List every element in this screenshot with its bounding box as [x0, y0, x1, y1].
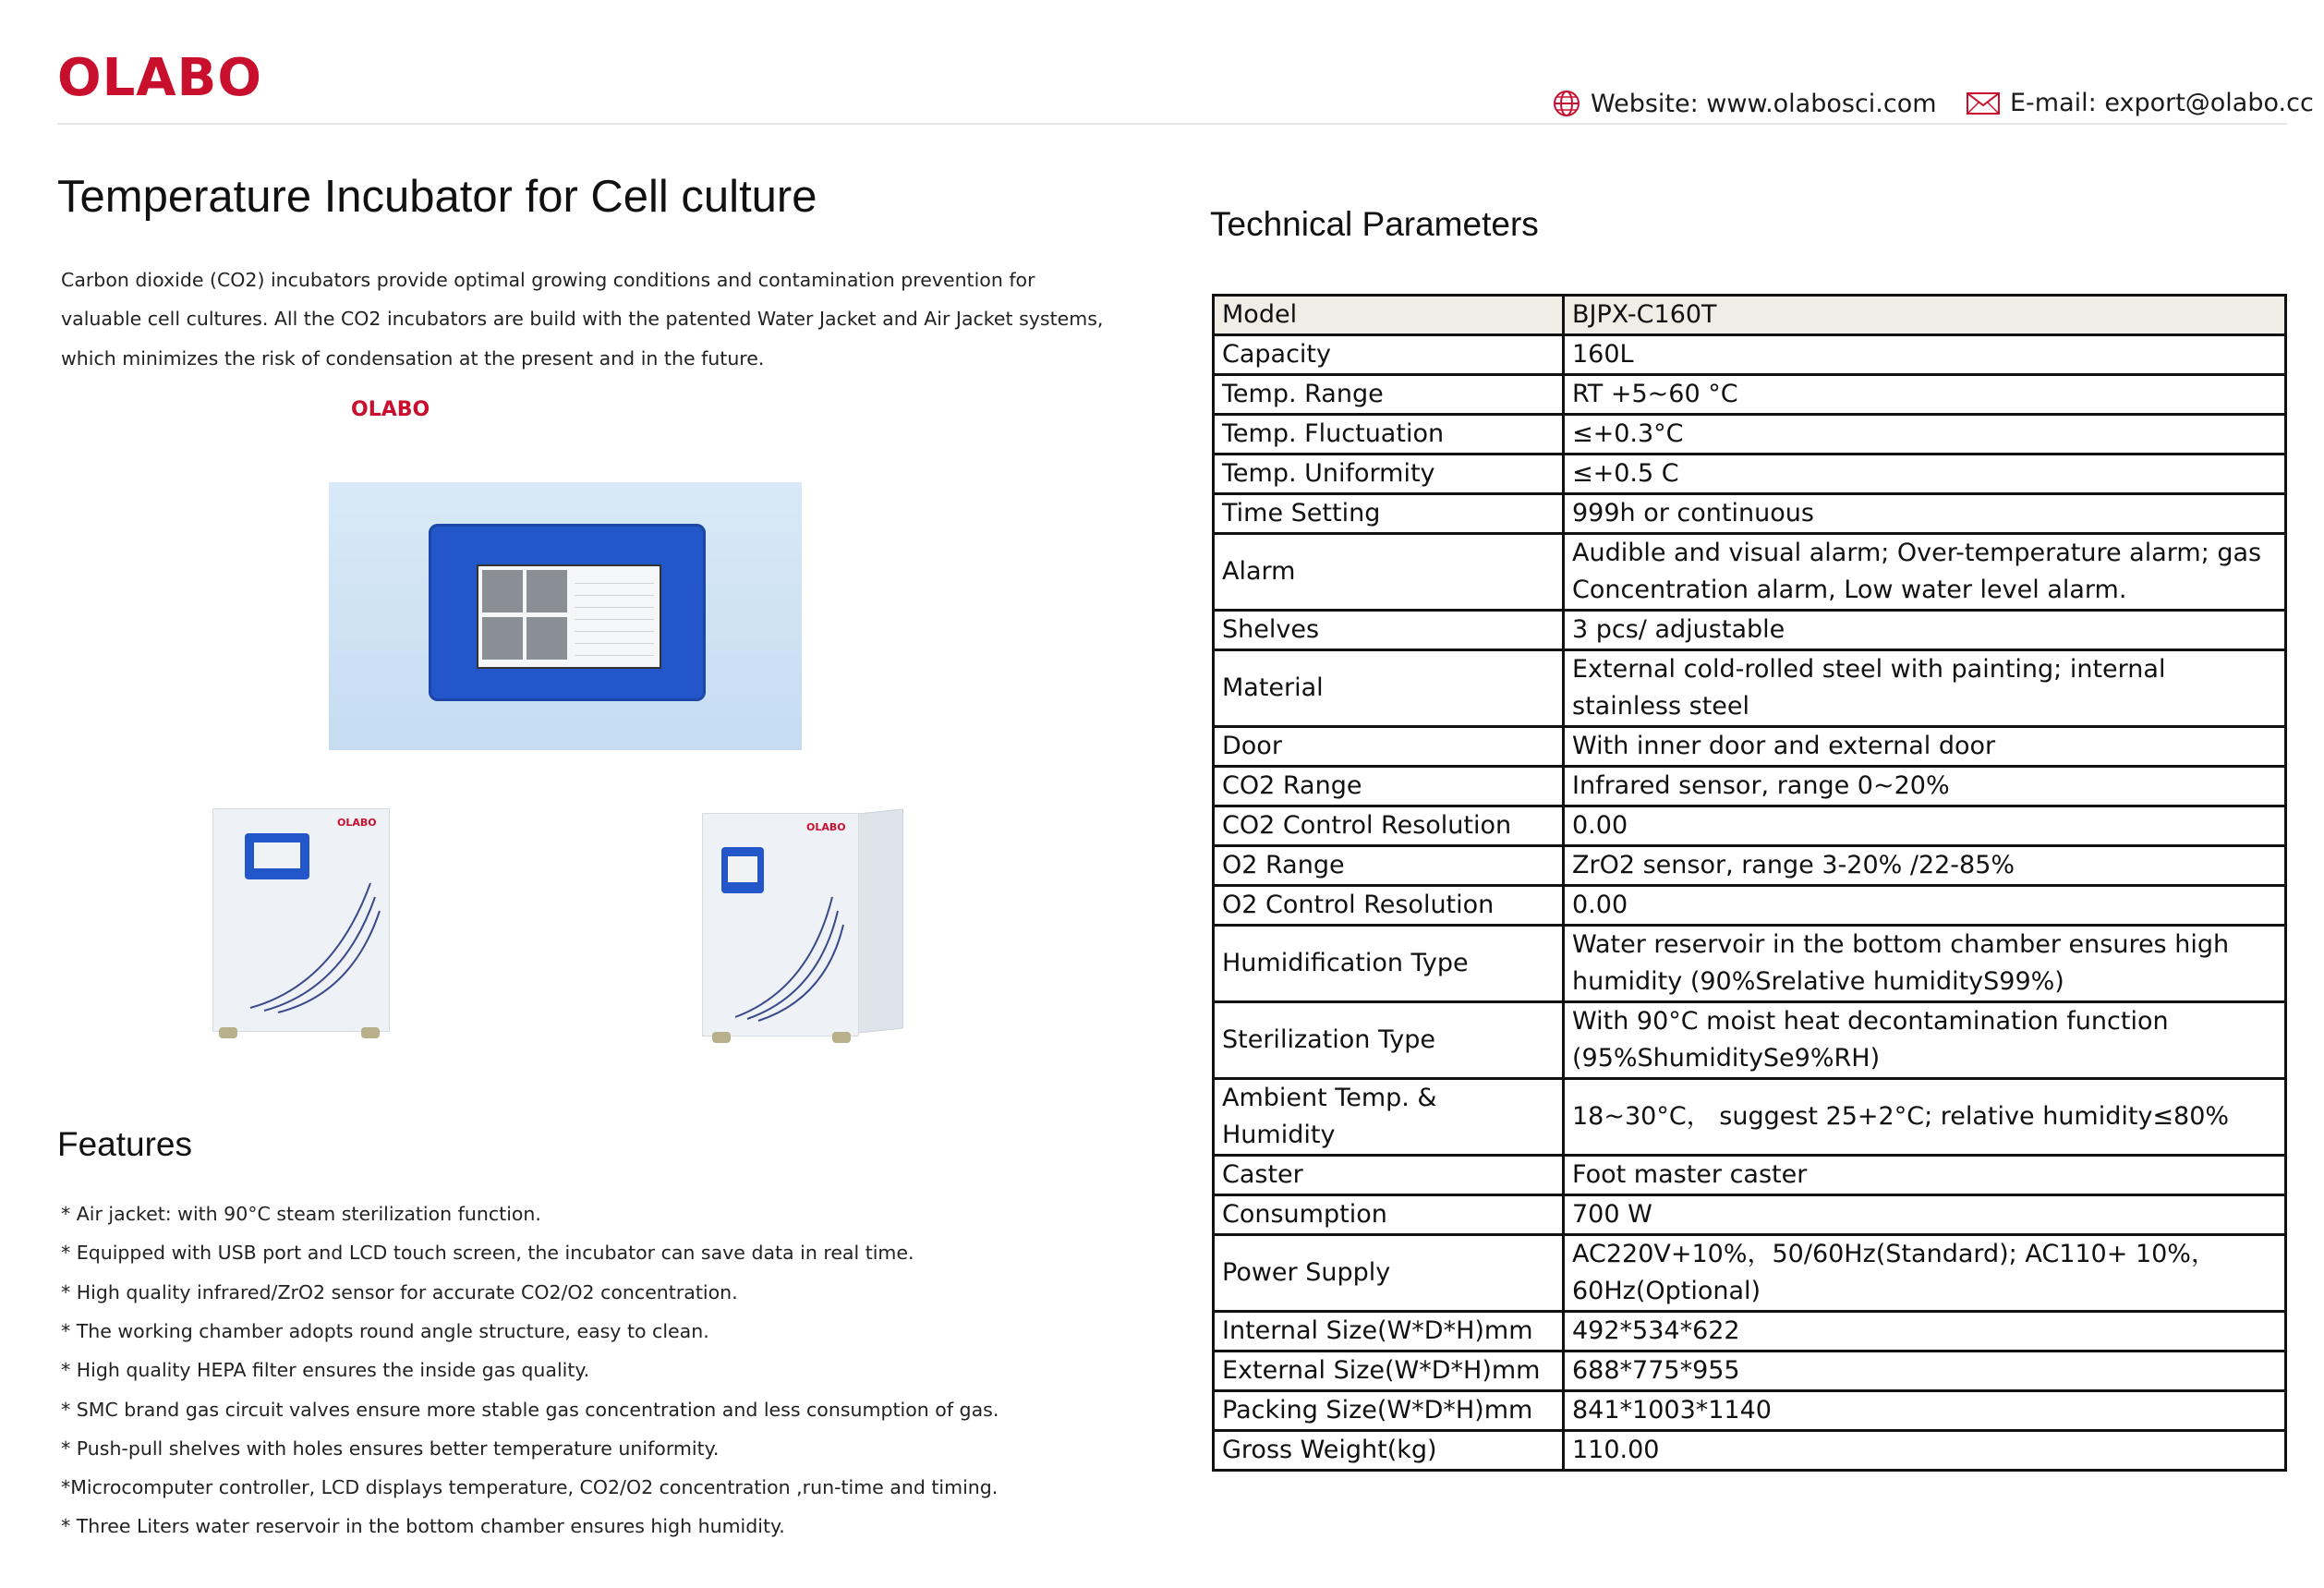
table-row [1214, 611, 2286, 650]
table-row [1214, 1312, 2286, 1352]
intro-line: valuable cell cultures. All the CO2 incubators are build with the patented Water Jacket and Air Jacket systems, [61, 308, 1104, 330]
param-label: Ambient Temp. & Humidity [1214, 1079, 1564, 1156]
table-row [1214, 926, 2286, 1002]
screen-tile [527, 570, 567, 612]
param-value: 160L [1564, 335, 2286, 375]
table-row [1214, 1156, 2286, 1195]
param-label: CO2 Control Resolution [1214, 806, 1564, 846]
param-label: Time Setting [1214, 494, 1564, 534]
param-label: Material [1214, 650, 1564, 727]
param-value: 0.00 [1564, 886, 2286, 926]
table-row [1214, 335, 2286, 375]
table-row [1214, 727, 2286, 767]
table-row [1214, 846, 2286, 886]
param-value: Foot master caster [1564, 1156, 2286, 1195]
feature-item: * Equipped with USB port and LCD touch screen, the incubator can save data in real time. [61, 1242, 914, 1264]
param-value: External cold-rolled steel with painting; internal stainless steel [1564, 650, 2286, 727]
feature-item: *Microcomputer controller, LCD displays temperature, CO2/O2 concentration ,run-time and timing. [61, 1476, 999, 1498]
param-value: RT +5~60 °C [1564, 375, 2286, 415]
door-curve-decoration [213, 809, 389, 1031]
incubator-side-panel [857, 808, 903, 1033]
param-label: Consumption [1214, 1195, 1564, 1235]
email-contact[interactable] [1966, 89, 2314, 117]
param-value: ≤+0.5 C [1564, 455, 2286, 494]
param-value: 700 W [1564, 1195, 2286, 1235]
table-row [1214, 1079, 2286, 1156]
param-value: 110.00 [1564, 1431, 2286, 1471]
envelope-icon [1966, 91, 2001, 116]
param-label: Humidification Type [1214, 926, 1564, 1002]
incubator-angle-image [702, 813, 859, 1036]
technical-parameters-heading: Technical Parameters [1210, 205, 1539, 243]
features-heading: Features [57, 1125, 193, 1163]
param-value: 999h or continuous [1564, 494, 2286, 534]
param-label: External Size(W*D*H)mm [1214, 1352, 1564, 1391]
table-row [1214, 650, 2286, 727]
header-divider [57, 123, 2287, 125]
brand-logo: OLABO [57, 48, 262, 108]
param-value: 492*534*622 [1564, 1312, 2286, 1352]
param-value: BJPX-C160T [1564, 296, 2286, 335]
param-label: Capacity [1214, 335, 1564, 375]
param-value: AC220V+10%，50/60Hz(Standard); AC110+ 10%，60Hz(Optional) [1564, 1235, 2286, 1312]
website-contact[interactable] [1552, 89, 1937, 118]
feature-item: * Three Liters water reservoir in the bottom chamber ensures high humidity. [61, 1515, 785, 1537]
email-text[interactable]: E-mail: export@olabo.cc [2010, 89, 2314, 117]
table-row [1214, 806, 2286, 846]
incubator-front-image [212, 808, 390, 1032]
param-value: ZrO2 sensor, range 3-20% /22-85% [1564, 846, 2286, 886]
param-label: O2 Control Resolution [1214, 886, 1564, 926]
page-title: Temperature Incubator for Cell culture [57, 172, 817, 222]
screen-tile [482, 617, 523, 660]
table-row [1214, 375, 2286, 415]
feature-item: * Push-pull shelves with holes ensures better temperature uniformity. [61, 1437, 720, 1460]
globe-icon [1552, 89, 1581, 118]
screen-tile [482, 570, 523, 612]
feature-item: * Air jacket: with 90°C steam sterilization function. [61, 1203, 541, 1225]
param-label: Temp. Fluctuation [1214, 415, 1564, 455]
table-row [1214, 767, 2286, 806]
param-value: Infrared sensor, range 0~20% [1564, 767, 2286, 806]
param-value: 688*775*955 [1564, 1352, 2286, 1391]
feature-item: * High quality infrared/ZrO2 sensor for accurate CO2/O2 concentration. [61, 1281, 738, 1303]
param-label: Door [1214, 727, 1564, 767]
intro-line: Carbon dioxide (CO2) incubators provide optimal growing conditions and contamination prevention for [61, 269, 1035, 291]
param-value: Audible and visual alarm; Over-temperature alarm; gas Concentration alarm, Low water level alarm. [1564, 534, 2286, 611]
param-value: ≤+0.3°C [1564, 415, 2286, 455]
feature-item: * High quality HEPA filter ensures the inside gas quality. [61, 1359, 590, 1381]
param-value: 0.00 [1564, 806, 2286, 846]
table-row [1214, 534, 2286, 611]
param-label: Power Supply [1214, 1235, 1564, 1312]
touch-screen-display [477, 564, 661, 669]
param-value: With inner door and external door [1564, 727, 2286, 767]
website-text[interactable]: Website: www.olabosci.com [1591, 89, 1937, 118]
param-label: Temp. Uniformity [1214, 455, 1564, 494]
param-label: Caster [1214, 1156, 1564, 1195]
table-row [1214, 455, 2286, 494]
table-row [1214, 1431, 2286, 1471]
screen-parameter-list [575, 572, 654, 661]
table-row [1214, 1352, 2286, 1391]
image-brand-logo: OLABO [351, 398, 430, 421]
param-label: Alarm [1214, 534, 1564, 611]
door-curve-decoration [703, 814, 858, 1036]
screen-tile [527, 617, 567, 660]
param-label: CO2 Range [1214, 767, 1564, 806]
param-label: Temp. Range [1214, 375, 1564, 415]
param-label: Packing Size(W*D*H)mm [1214, 1391, 1564, 1431]
param-value: 18~30°C， suggest 25+2°C; relative humidity≤80% [1564, 1079, 2286, 1156]
table-row [1214, 886, 2286, 926]
table-row [1214, 494, 2286, 534]
param-label: Gross Weight(kg) [1214, 1431, 1564, 1471]
feature-item: * SMC brand gas circuit valves ensure more stable gas concentration and less consumption of gas. [61, 1399, 999, 1421]
param-value: Water reservoir in the bottom chamber ensures high humidity (90%Srelative humidityS99%) [1564, 926, 2286, 1002]
table-row [1214, 415, 2286, 455]
table-row [1214, 296, 2286, 335]
param-label: Shelves [1214, 611, 1564, 650]
table-row [1214, 1002, 2286, 1079]
param-label: Sterilization Type [1214, 1002, 1564, 1079]
param-label: Internal Size(W*D*H)mm [1214, 1312, 1564, 1352]
param-value: 841*1003*1140 [1564, 1391, 2286, 1431]
param-label: O2 Range [1214, 846, 1564, 886]
cabinet-brand-logo: OLABO [337, 817, 377, 829]
param-label: Model [1214, 296, 1564, 335]
cabinet-brand-logo: OLABO [806, 821, 846, 833]
table-row [1214, 1391, 2286, 1431]
table-row [1214, 1235, 2286, 1312]
param-value: 3 pcs/ adjustable [1564, 611, 2286, 650]
param-value: With 90°C moist heat decontamination function (95%ShumiditySe9%RH) [1564, 1002, 2286, 1079]
intro-line: which minimizes the risk of condensation at the present and in the future. [61, 347, 765, 370]
table-row [1214, 1195, 2286, 1235]
technical-parameters-table [1212, 294, 2287, 1472]
feature-item: * The working chamber adopts round angle structure, easy to clean. [61, 1320, 709, 1342]
